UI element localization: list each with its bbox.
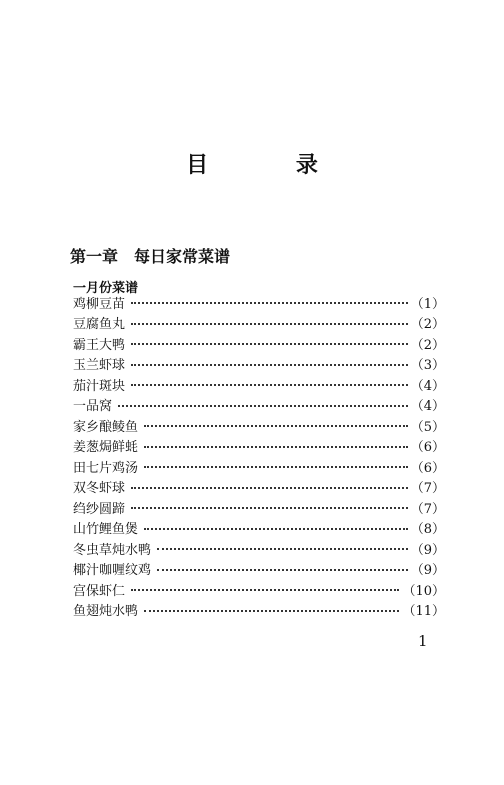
toc-entry <box>73 559 445 580</box>
toc-entry-title: 山竹鲤鱼煲 <box>73 522 139 538</box>
dot-leader <box>131 487 408 489</box>
toc-entry <box>73 374 445 395</box>
toc-entry-page: （2） <box>410 317 445 333</box>
toc-entry <box>73 456 445 477</box>
toc-entry-page: （6） <box>410 460 445 476</box>
dot-leader <box>144 446 408 448</box>
toc-entry-page: （7） <box>410 481 445 497</box>
page-title: 目 录 <box>186 153 358 178</box>
toc-entry-title: 绉纱圆蹄 <box>73 501 126 517</box>
toc-entry <box>73 497 445 518</box>
toc-entry <box>73 313 445 334</box>
toc-entry-page: （2） <box>410 337 445 353</box>
toc-entry-page: （11） <box>402 604 445 620</box>
dot-leader <box>144 425 408 427</box>
dot-leader <box>131 323 408 325</box>
dot-leader <box>144 528 408 530</box>
dot-leader <box>144 610 399 612</box>
toc-entry-page: （7） <box>410 501 445 517</box>
dot-leader <box>131 384 408 386</box>
toc-entry-page: （9） <box>410 563 445 579</box>
toc-entry-title: 茄汁斑块 <box>73 378 126 394</box>
toc-entry <box>73 333 445 354</box>
dot-leader <box>131 364 408 366</box>
toc-entry-title: 霸王大鸭 <box>73 337 126 353</box>
toc-entry-title: 玉兰虾球 <box>73 358 126 374</box>
toc-entry-title: 一品窝 <box>73 399 113 415</box>
toc-list <box>73 292 445 620</box>
dot-leader <box>131 589 399 591</box>
dot-leader <box>131 302 408 304</box>
toc-entry <box>73 600 445 621</box>
toc-entry-title: 椰汁咖喱纹鸡 <box>73 563 152 579</box>
toc-entry-page: （3） <box>410 358 445 374</box>
toc-entry <box>73 477 445 498</box>
dot-leader <box>118 405 408 407</box>
toc-entry-title: 鸡柳豆苗 <box>73 296 126 312</box>
toc-entry-title: 宫保虾仁 <box>73 583 126 599</box>
dot-leader <box>131 343 408 345</box>
toc-entry-title: 双冬虾球 <box>73 481 126 497</box>
toc-entry <box>73 395 445 416</box>
toc-entry <box>73 579 445 600</box>
toc-entry <box>73 518 445 539</box>
toc-entry-page: （6） <box>410 440 445 456</box>
toc-entry-title: 鱼翅炖水鸭 <box>73 604 139 620</box>
toc-entry-page: （4） <box>410 399 445 415</box>
toc-entry-page: （9） <box>410 542 445 558</box>
toc-entry-page: （1） <box>410 296 445 312</box>
toc-entry <box>73 538 445 559</box>
chapter-heading: 第一章 每日家常菜谱 <box>70 247 231 266</box>
toc-entry-page: （8） <box>410 522 445 538</box>
toc-entry <box>73 436 445 457</box>
toc-entry-title: 豆腐鱼丸 <box>73 317 126 333</box>
toc-entry-title: 冬虫草炖水鸭 <box>73 542 152 558</box>
dot-leader <box>157 569 408 571</box>
toc-entry-page: （5） <box>410 419 445 435</box>
dot-leader <box>157 548 408 550</box>
toc-entry <box>73 292 445 313</box>
toc-entry <box>73 415 445 436</box>
toc-entry <box>73 354 445 375</box>
dot-leader <box>131 507 408 509</box>
toc-entry-title: 田七片鸡汤 <box>73 460 139 476</box>
toc-entry-title: 姜葱焗鲜蚝 <box>73 440 139 456</box>
dot-leader <box>144 466 408 468</box>
toc-entry-page: （10） <box>402 583 445 599</box>
page-number: 1 <box>418 632 428 650</box>
section-heading: 一月份菜谱 <box>73 281 139 296</box>
toc-entry-page: （4） <box>410 378 445 394</box>
toc-entry-title: 家乡酿鲮鱼 <box>73 419 139 435</box>
